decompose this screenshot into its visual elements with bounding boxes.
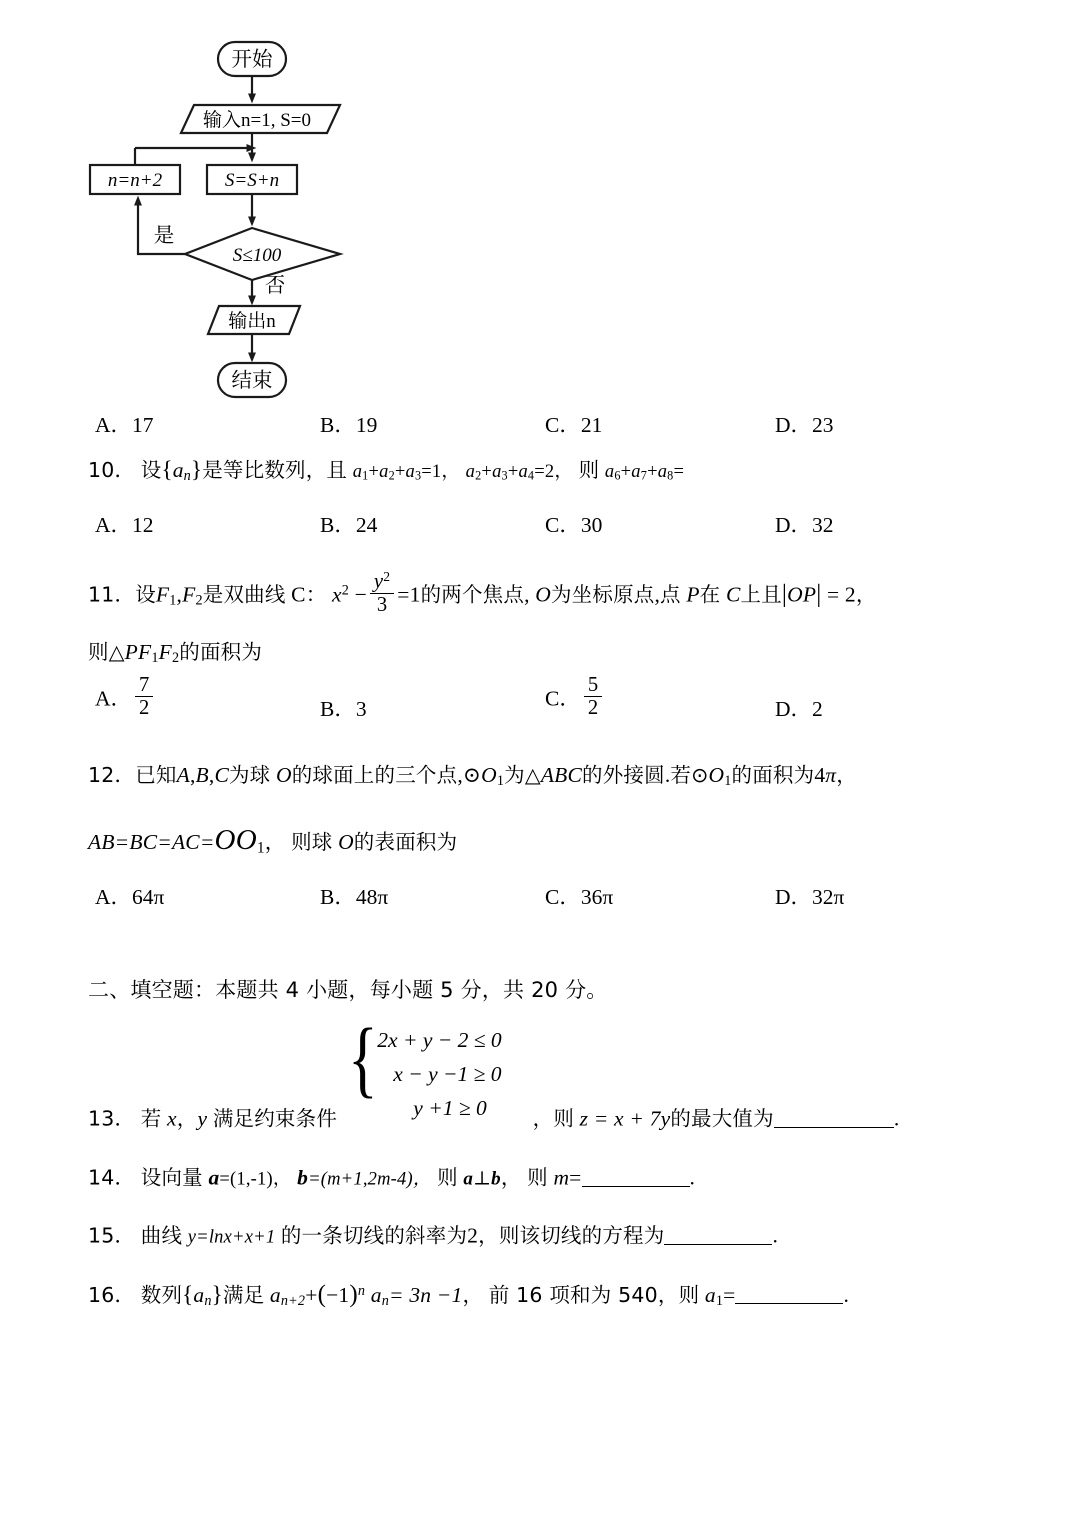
q16-seq-a: a (193, 1283, 205, 1307)
q11-option-a-den: 2 (135, 696, 153, 720)
q16-text-1: 数列 (140, 1283, 183, 1307)
q10-res-8: 8 (667, 468, 674, 483)
q15-slope: 2 (467, 1223, 479, 1248)
q16-seq-open: { (182, 1282, 194, 1307)
q13-left-brace: { (348, 1010, 378, 1106)
q15-comma: ， (478, 1223, 499, 1248)
q10-seq-close: } (190, 457, 203, 482)
q9-option-a-label: A． (95, 413, 133, 437)
q12-pt-b: B (195, 763, 209, 787)
q11-eq-two: = 2 (826, 582, 856, 607)
q9-option-b-label: B． (320, 413, 356, 437)
q9-option-d[interactable] (775, 408, 834, 439)
q12-tri-abc: ABC (540, 763, 583, 787)
q12-text-5: 的外接圆 (582, 763, 665, 787)
question-11-text-line2 (88, 640, 262, 667)
q14-perp-sym: ⊥ (473, 1168, 492, 1190)
q11-text-6: 在 (699, 582, 721, 607)
q11-abs-close: | (816, 580, 822, 608)
q10-number: 10． (88, 458, 136, 482)
q11-option-d[interactable] (775, 692, 823, 723)
q13-z-expr: z = x + 7y (579, 1106, 671, 1131)
q9-option-c[interactable] (545, 408, 602, 439)
q11-option-c-label: C． (545, 686, 581, 711)
q16-eq-sign: = (723, 1283, 736, 1307)
q10-option-d-value: 32 (812, 513, 834, 537)
q11-text-7: 上且 (740, 582, 782, 607)
q12-option-a-label: A． (95, 885, 133, 909)
flowchart-end-label: 结束 (231, 368, 273, 392)
q12-option-c-value: 36π (580, 885, 614, 909)
question-11-text-line1 (88, 568, 877, 620)
q11-f1: F (155, 582, 170, 607)
q15-number: 15． (88, 1223, 136, 1248)
q11-option-a-fraction (135, 675, 153, 720)
q12-text-3: 的球面上的三个点 (291, 763, 458, 787)
q11-abs-open: | (781, 580, 788, 608)
q11-curve-c: C (291, 582, 306, 607)
q14-eq-sign: = (569, 1165, 582, 1190)
q10-cond2-c: a (518, 462, 528, 482)
q12-period: . (664, 763, 671, 787)
q9-option-d-value: 23 (812, 413, 834, 437)
q14-eq-b: =(m+1,2m-4)， (308, 1169, 432, 1190)
q14-number: 14． (88, 1165, 136, 1190)
q14-eq-a: =(1,-1)， (219, 1169, 292, 1190)
q13-x-var: x (167, 1106, 177, 1131)
q11-line2-text1: 则△ (88, 640, 125, 664)
q12-circ-sym: ⊙ (462, 763, 482, 787)
q10-cond1-a: a (352, 462, 363, 482)
q11-line2-text2: 的面积为 (179, 640, 263, 664)
q12-pt-c: C (214, 763, 229, 787)
q10-seq-n: n (183, 468, 191, 485)
q11-option-b[interactable] (320, 692, 367, 723)
q12-text-6: 若⊙ (670, 763, 709, 787)
q16-period: . (843, 1283, 850, 1307)
q13-text-2: 满足约束条件 (212, 1106, 338, 1131)
q10-option-a[interactable] (95, 508, 154, 539)
q10-cond1-plus: + (368, 462, 380, 482)
q10-cond2-2: 3 (501, 468, 508, 483)
q11-option-a-num: 7 (139, 673, 150, 696)
q11-comma: , (176, 582, 183, 607)
q10-res-7: 7 (640, 468, 648, 483)
q11-line2-sub1: 1 (151, 650, 159, 667)
q14-text-3: 则 (527, 1165, 548, 1190)
q11-eq-one: =1 (397, 582, 421, 607)
q9-option-b-value: 19 (355, 413, 378, 437)
q16-seq-close: } (211, 1282, 223, 1307)
q16-comma: ， (462, 1283, 484, 1307)
flowchart-input-label: 输入n=1, S=0 (203, 110, 311, 131)
q12-option-b-value: 48π (355, 885, 389, 909)
q16-plus: + (305, 1283, 318, 1307)
q13-y-var: y (197, 1106, 208, 1131)
q15-curve: y=lnx+x+1 (187, 1227, 276, 1248)
q11-option-c[interactable] (545, 673, 605, 723)
q14-vec-a: a (208, 1165, 220, 1190)
q11-colon: ： (305, 582, 327, 607)
q12-option-d-value: 32π (812, 885, 845, 909)
q12-pi-sym: π (825, 763, 837, 787)
q13-text-3: 则 (553, 1106, 575, 1131)
q10-option-a-label: A． (95, 513, 133, 537)
q16-exp-n: n (357, 1283, 366, 1300)
q12-circ-sub: 1 (496, 773, 505, 790)
q10-cond2-eq: =2， (534, 462, 574, 482)
q11-comma2: , (524, 582, 530, 607)
q10-res-c: a (657, 462, 668, 482)
q11-o-var: O (535, 582, 551, 607)
q13-period: . (893, 1106, 900, 1131)
q16-seq-n: n (204, 1293, 212, 1310)
q10-option-c-value: 30 (580, 513, 603, 537)
q16-term-sub: n+2 (280, 1293, 306, 1310)
q10-option-c[interactable] (545, 508, 602, 539)
q12-c3: , (457, 763, 463, 787)
q16-a1-sub: 1 (715, 1293, 724, 1310)
q12-option-a-value: 64π (132, 885, 165, 909)
q12-option-d[interactable] (775, 880, 844, 911)
question-15-text (88, 1222, 778, 1249)
q12-text-7: 的面积为 (731, 763, 815, 787)
q10-option-b[interactable] (320, 508, 377, 539)
q11-text-1: 设 (135, 582, 156, 607)
q13-inequality-2: x − y −1 ≥ 0 (393, 1061, 502, 1086)
q15-text-2: 的一条切线的斜率为 (280, 1223, 468, 1248)
q9-option-c-label: C． (545, 413, 581, 437)
q11-x-pow: 2 (341, 582, 350, 599)
q12-option-b-label: B． (320, 885, 356, 909)
question-10-text (88, 456, 684, 485)
q12-option-c[interactable] (545, 880, 613, 911)
q12-option-b[interactable] (320, 880, 388, 911)
q10-cond2-1: 2 (475, 468, 482, 483)
q10-seq-a: a (172, 458, 184, 482)
q11-text-5: 点 (660, 582, 681, 607)
q11-option-c-fraction (584, 675, 602, 720)
q10-text-3: 则 (578, 458, 600, 482)
q11-option-c-num: 5 (587, 673, 599, 696)
question-13-text (88, 1105, 899, 1132)
q12-number: 12． (88, 763, 136, 787)
q16-term-sub2: n (381, 1293, 390, 1310)
q10-cond2-3: 4 (527, 468, 535, 483)
q11-option-b-label: B． (320, 697, 356, 721)
q14-answer-blank[interactable] (582, 1164, 690, 1187)
q11-frac-den: 3 (370, 593, 394, 617)
q16-text-3: 前 16 项和为 540，则 (488, 1283, 700, 1307)
flowchart-increment-label: n=n+2 (107, 170, 163, 191)
q11-option-c-den: 2 (584, 696, 602, 720)
q10-res-6: 6 (614, 468, 621, 483)
q10-option-b-label: B． (320, 513, 356, 537)
q12-circ-o: O (481, 763, 497, 787)
q16-text-2: 满足 (222, 1283, 265, 1307)
q16-number: 16． (88, 1283, 136, 1307)
q15-text-3: 则该切线的方程为 (498, 1223, 665, 1248)
q14-comma: ， (500, 1165, 522, 1190)
q12-pt-a: A (176, 763, 190, 787)
q12-text-2: 为球 (228, 763, 271, 787)
question-12-text-line2 (88, 823, 457, 858)
q10-cond2-b: a (492, 462, 502, 482)
q10-option-b-value: 24 (355, 513, 378, 537)
q12-comma: ， (836, 763, 857, 787)
q11-frac-num-pow: 2 (383, 568, 391, 584)
q16-term-a: a (269, 1283, 281, 1307)
q12-option-a[interactable] (95, 880, 164, 911)
q10-cond1-b: a (379, 462, 389, 482)
question-12-text-line1 (88, 763, 857, 790)
q9-option-a-value: 17 (132, 413, 154, 437)
q16-equals: = 3n −1 (389, 1283, 463, 1307)
q10-res-a: a (604, 462, 615, 482)
q11-line2-f: F (158, 640, 172, 664)
q11-option-a[interactable] (95, 673, 156, 723)
q10-option-d-label: D． (775, 513, 813, 537)
q11-x-var: x (331, 582, 342, 607)
q12-circ-o2: O (708, 763, 725, 787)
q11-line2-p: PF (124, 640, 152, 664)
question-14-text (88, 1164, 695, 1191)
q12-text-4: 为△ (504, 763, 541, 787)
q10-text-1: 设 (140, 458, 162, 482)
q11-f1-sub: 1 (169, 592, 177, 609)
q10-cond1-3: 3 (414, 468, 422, 483)
q11-option-d-value: 2 (812, 697, 823, 721)
q10-res-eq: = (673, 462, 685, 482)
q11-fraction (370, 570, 394, 617)
q10-option-c-label: C． (545, 513, 581, 537)
q13-comma: ， (176, 1106, 198, 1131)
q12-line2-eq: AB=BC=AC= (88, 830, 215, 854)
q11-p-var: P (686, 582, 700, 607)
q11-option-b-value: 3 (355, 697, 367, 721)
q16-paren-close: ) (349, 1281, 358, 1308)
q15-period: . (772, 1223, 779, 1248)
q12-sphere-o: O (275, 763, 292, 787)
q13-inequality-3: y +1 ≥ 0 (413, 1095, 487, 1120)
q11-line2-sub2: 2 (171, 650, 180, 667)
q9-option-a[interactable] (95, 408, 154, 439)
q9-option-c-value: 21 (580, 413, 603, 437)
flowchart-start-label: 开始 (231, 47, 273, 71)
q13-answer-blank[interactable] (774, 1105, 894, 1128)
q10-seq-open: { (161, 457, 173, 482)
q16-a1: a (704, 1283, 716, 1307)
flowchart-accumulate-label: S=S+n (224, 170, 280, 191)
q12-option-c-label: C． (545, 885, 581, 909)
q13-number: 13． (88, 1106, 136, 1131)
q14-vec-b: b (297, 1165, 309, 1190)
q14-perp-b: b (491, 1168, 501, 1190)
q11-c-var: C (725, 582, 741, 607)
q14-period: . (689, 1165, 696, 1190)
q16-paren-open: ( (317, 1281, 327, 1308)
q10-cond2-a: a (465, 462, 476, 482)
q12-option-d-label: D． (775, 885, 813, 909)
q12-line2-text: 则球 (291, 830, 333, 854)
q9-option-b[interactable] (320, 408, 377, 439)
section-2-heading: 二、填空题：本题共 4 小题，每小题 5 分，共 20 分。 (88, 978, 608, 1002)
q10-res-b: a (631, 462, 641, 482)
q12-line2-comma: ， (264, 830, 286, 854)
flowchart-diagram (0, 0, 1080, 400)
q11-minus: − (354, 582, 367, 607)
q12-line2-o: O (338, 830, 354, 854)
q11-text-3: 的两个焦点 (420, 582, 525, 607)
q14-m-var: m (553, 1165, 570, 1190)
q10-text-2: 是等比数列，且 (202, 458, 348, 482)
q16-answer-blank[interactable] (735, 1282, 843, 1305)
question-16-text (88, 1280, 849, 1310)
q11-comma3: , (654, 582, 661, 607)
q15-answer-blank[interactable] (664, 1222, 772, 1245)
q11-text-4: 为坐标原点 (550, 582, 655, 607)
q11-option-a-label: A． (95, 686, 133, 711)
q10-cond1-plus2: + (394, 462, 406, 482)
q11-text-2: 是双曲线 (202, 582, 286, 607)
q11-f2-sub: 2 (195, 592, 203, 609)
q12-line2-text2: 的表面积为 (353, 830, 458, 854)
q10-option-a-value: 12 (132, 513, 154, 537)
flowchart-output-label: 输出n (228, 311, 276, 332)
q13-inequality-1: 2x + y − 2 ≤ 0 (377, 1027, 502, 1052)
q12-c1: , (189, 763, 196, 787)
q11-number: 11． (88, 582, 136, 607)
q10-cond2-plus: + (481, 462, 493, 482)
q10-cond1-1: 1 (362, 468, 369, 483)
q11-frac-num-y: y (373, 570, 384, 593)
q12-area-val: 4 (814, 763, 826, 787)
flowchart-yes-label: 是 (153, 223, 175, 247)
q12-c2: , (208, 763, 215, 787)
q9-option-d-label: D． (775, 413, 813, 437)
q10-option-d[interactable] (775, 508, 834, 539)
q11-op-var: OP (787, 582, 817, 607)
q13-comma2: ， (532, 1106, 554, 1131)
q14-text-1: 设向量 (140, 1165, 203, 1190)
q13-text-1: 若 (140, 1106, 162, 1131)
q11-option-d-label: D． (775, 697, 813, 721)
q14-text-2: 则 (437, 1165, 458, 1190)
q16-neg-one: −1 (326, 1283, 350, 1307)
q11-comma4: ， (855, 582, 877, 607)
q15-text-1: 曲线 (140, 1223, 183, 1248)
q10-cond1-c: a (405, 462, 415, 482)
q12-line2-sub: 1 (256, 839, 265, 857)
q12-circ-sub2: 1 (724, 773, 732, 790)
q10-cond1-2: 2 (388, 468, 395, 483)
flowchart-no-label: 否 (264, 273, 286, 297)
q10-res-plus: + (620, 462, 632, 482)
q11-f2: F (182, 582, 196, 607)
q14-perp-a: a (463, 1168, 474, 1190)
q13-text-4: 的最大值为 (670, 1106, 774, 1131)
flowchart-decision-label: S≤100 (232, 245, 282, 266)
q10-cond1-eq: =1， (421, 462, 461, 482)
q10-res-plus2: + (647, 462, 658, 482)
q10-cond2-plus2: + (507, 462, 519, 482)
q12-text-1: 已知 (135, 763, 177, 787)
q12-line2-oo: OO (214, 824, 257, 856)
q16-term-a2: a (370, 1283, 382, 1307)
